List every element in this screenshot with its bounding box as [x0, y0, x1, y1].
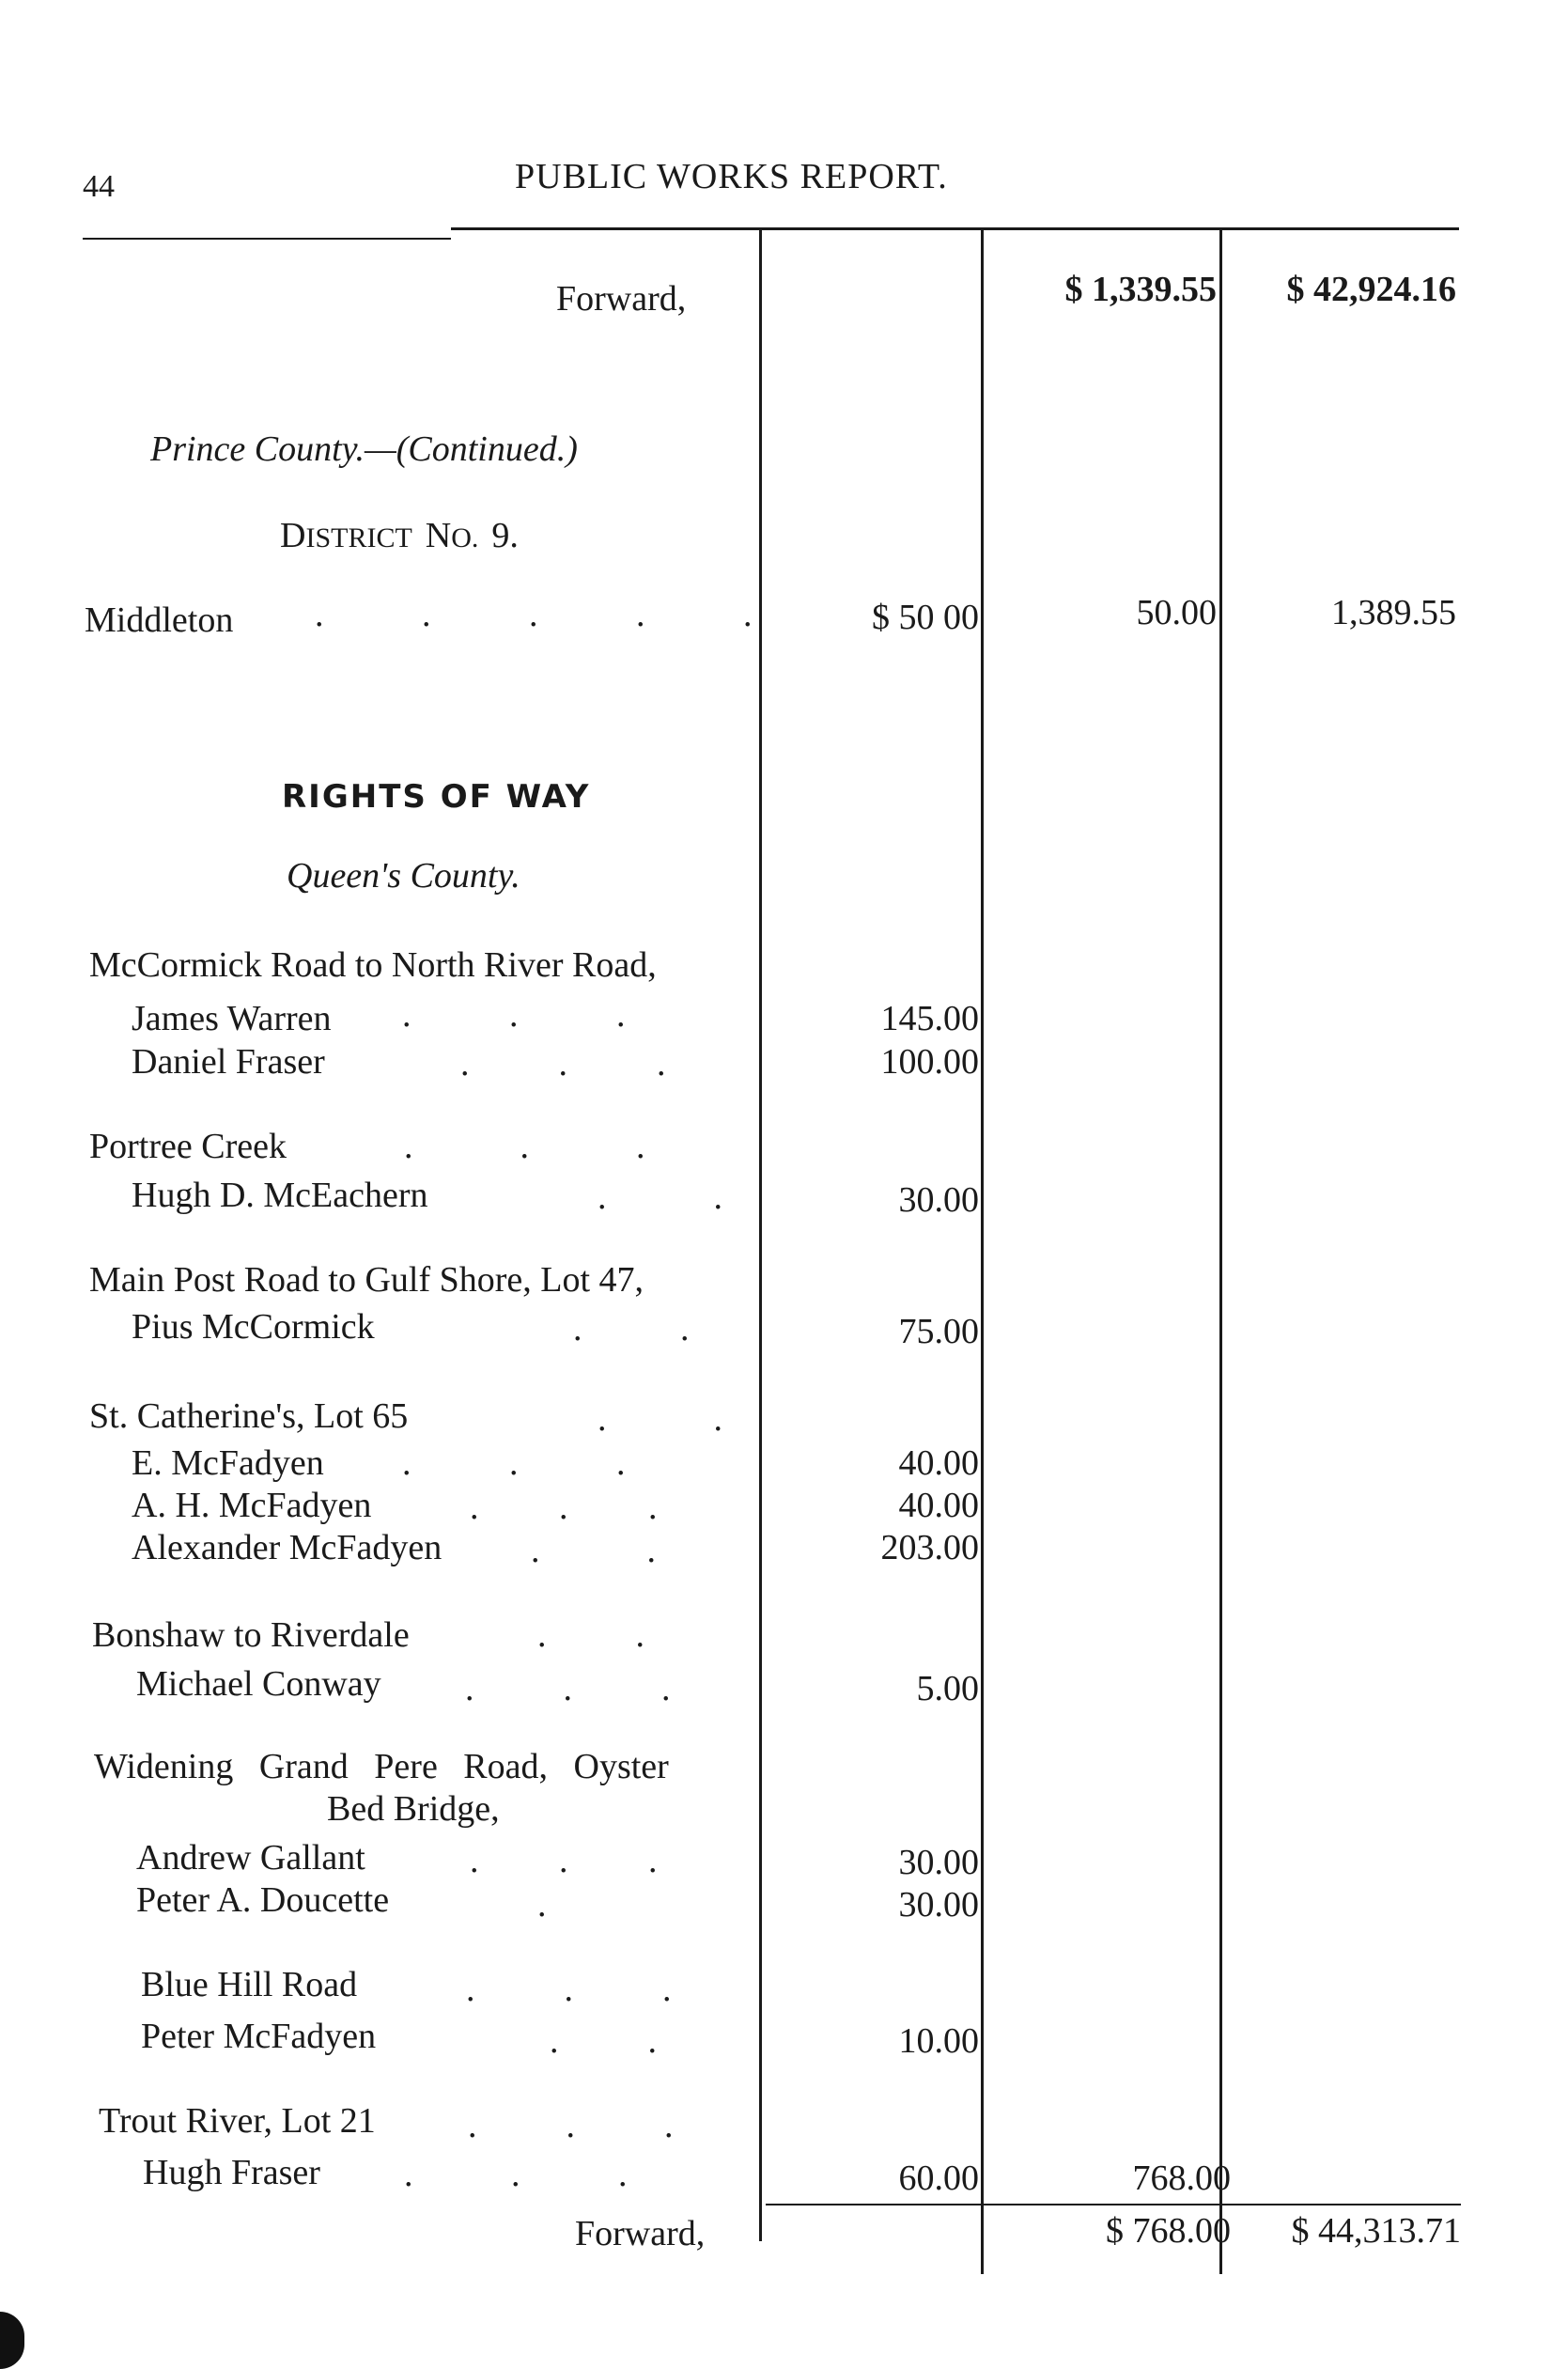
middleton-col2: $ 50 00: [872, 598, 979, 637]
entry-amount: 203.00: [880, 1528, 979, 1567]
entry-name: James Warren: [132, 999, 332, 1038]
entry-amount: 5.00: [916, 1669, 979, 1708]
entry-amount: 30.00: [898, 1885, 979, 1925]
group-heading: McCormick Road to North River Road,: [89, 945, 657, 985]
leader-dots: . . .: [466, 1970, 672, 2009]
district-no-cap: N: [425, 516, 452, 555]
forward-bottom-col4: $ 44,313.71: [1291, 2211, 1461, 2251]
leader-dots: . . .: [402, 1443, 626, 1483]
leader-dots: . .: [550, 2021, 657, 2061]
leader-dots: . .: [531, 1531, 656, 1570]
entry-name: Hugh Fraser: [143, 2153, 320, 2192]
group-heading: St. Catherine's, Lot 65: [89, 1396, 409, 1436]
leader-dots: . . .: [460, 1044, 666, 1083]
entry-amount: 75.00: [898, 1312, 979, 1351]
leader-dots: . . .: [404, 2155, 628, 2194]
entry-amount: 30.00: [898, 1180, 979, 1220]
header-rule-left: [83, 238, 451, 240]
page-number: 44: [83, 169, 115, 204]
forward-top-col3: $ 1,339.55: [1064, 270, 1217, 309]
column-divider-1: [759, 230, 762, 2241]
group-heading: Widening Grand Pere Road, Oyster: [94, 1747, 669, 1786]
group-heading: Trout River, Lot 21: [99, 2101, 376, 2141]
leader-dots: . .: [598, 1177, 722, 1217]
entry-name: A. H. McFadyen: [132, 1486, 372, 1525]
prince-county-heading: Prince County.—(Continued.): [150, 429, 578, 469]
rights-of-way-heading: RIGHTS OF WAY: [282, 778, 591, 816]
queens-county-heading: Queen's County.: [287, 856, 520, 896]
entry-amount: 100.00: [880, 1042, 979, 1082]
footer-rule: [766, 2204, 1461, 2205]
header-rule-right: [451, 227, 1459, 230]
middleton-col4: 1,389.55: [1331, 593, 1456, 632]
entry-name: Hugh D. McEachern: [132, 1176, 428, 1215]
forward-label-top: Forward,: [556, 279, 687, 319]
entry-amount: 145.00: [880, 999, 979, 1038]
forward-label-bottom: Forward,: [575, 2214, 706, 2253]
leader-dots: . . .: [468, 2106, 674, 2145]
entry-name: E. McFadyen: [132, 1443, 324, 1483]
entry-amount: 30.00: [898, 1843, 979, 1882]
leader-dots: . . .: [465, 1669, 671, 1708]
leader-dots: . .: [573, 1309, 690, 1348]
district-rest: ISTRICT: [305, 522, 412, 553]
entry-name: Peter McFadyen: [141, 2017, 377, 2056]
subtotal-amount: 768.00: [1132, 2159, 1231, 2198]
scan-edge-mark: [0, 2312, 24, 2369]
entry-amount: 10.00: [898, 2021, 979, 2061]
district-heading: [280, 515, 519, 556]
group-heading: Main Post Road to Gulf Shore, Lot 47,: [89, 1260, 644, 1300]
group-heading: Portree Creek: [89, 1127, 287, 1166]
entry-name: Alexander McFadyen: [132, 1528, 442, 1567]
district-cap: D: [280, 516, 306, 555]
entry-name: Pius McCormick: [132, 1307, 375, 1347]
leader-dots: . . .: [470, 1841, 658, 1880]
leader-dots: . . .: [402, 995, 626, 1035]
leader-dots: . . .: [470, 1488, 658, 1527]
page-title: PUBLIC WORKS REPORT.: [515, 157, 948, 196]
leader-dots: . .: [537, 1615, 644, 1655]
leader-dots: .: [537, 1885, 547, 1925]
column-divider-3: [1219, 230, 1222, 2274]
entry-name: Peter A. Doucette: [136, 1880, 390, 1920]
group-heading: Blue Hill Road: [141, 1965, 358, 2004]
group-heading-continued: Bed Bridge,: [327, 1789, 500, 1829]
column-divider-2: [981, 230, 984, 2274]
entry-amount: 60.00: [898, 2159, 979, 2198]
middleton-col3: 50.00: [1136, 593, 1217, 632]
forward-top-col4: $ 42,924.16: [1286, 270, 1456, 309]
middleton-label: Middleton: [85, 600, 234, 640]
entry-name: Michael Conway: [136, 1664, 381, 1704]
district-no-rest: O.: [451, 522, 479, 553]
entry-amount: 40.00: [898, 1486, 979, 1525]
leader-dots: . . .: [404, 1127, 645, 1166]
forward-bottom-col3: $ 768.00: [1106, 2211, 1231, 2251]
entry-name: Andrew Gallant: [136, 1838, 365, 1878]
entry-amount: 40.00: [898, 1443, 979, 1483]
entry-name: Daniel Fraser: [132, 1042, 325, 1082]
district-number: 9.: [491, 516, 519, 555]
group-heading: Bonshaw to Riverdale: [92, 1615, 410, 1655]
middleton-leader: . . . . .: [315, 595, 753, 634]
leader-dots: . .: [598, 1399, 722, 1439]
